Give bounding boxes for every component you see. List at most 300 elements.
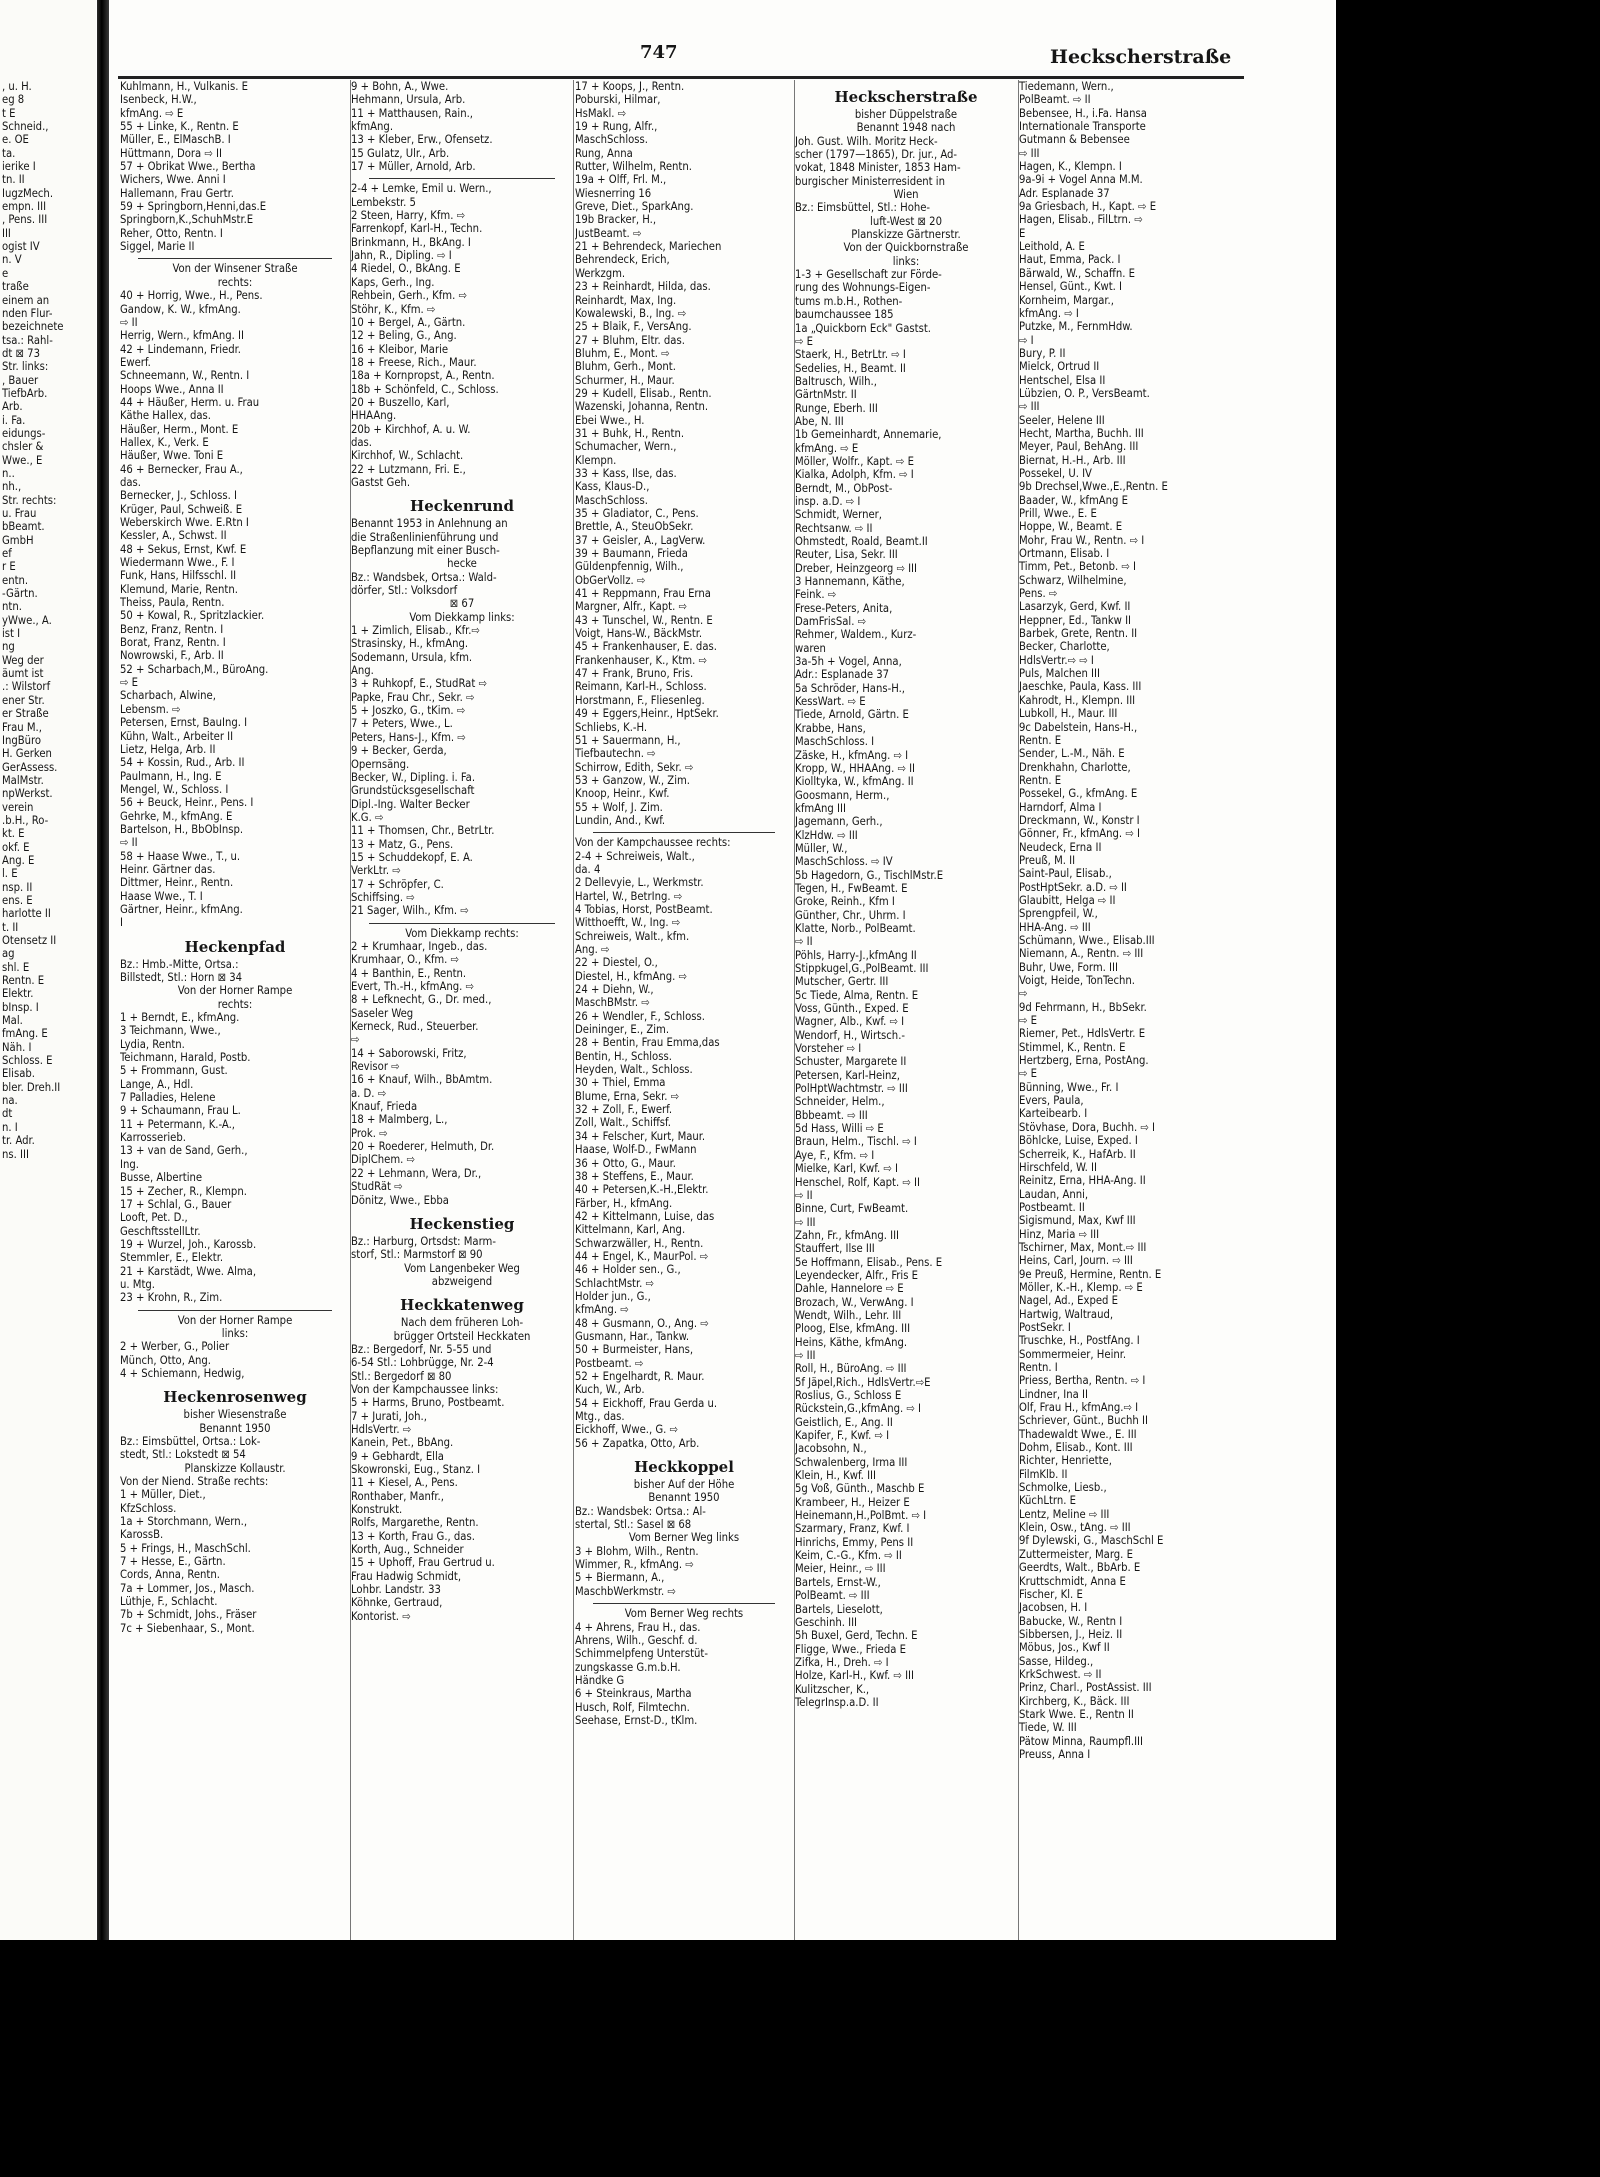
section-separator [369, 178, 555, 179]
stub-column [2, 80, 94, 1940]
directory-line: 56 + Beuck, Heinr., Pens. I [120, 796, 254, 810]
directory-line: Hoppe, W., Beamt. E [1019, 520, 1123, 534]
directory-line: 53 + Ganzow, W., Zim. [575, 773, 690, 787]
directory-line: MaschSchloss. [575, 133, 648, 147]
directory-line: tums m.b.H., Rothen- [795, 294, 903, 308]
street-note: Von der Winsener Straße [172, 262, 298, 276]
directory-line: Funk, Hans, Hilfsschl. II [120, 569, 237, 583]
directory-line: na. [2, 1094, 18, 1108]
street-note: rechts: [217, 275, 253, 289]
directory-line: 55 + Wolf, J. Zim. [575, 800, 663, 814]
directory-line: 5e Hoffmann, Elisab., Pens. E [795, 1255, 943, 1269]
directory-line: Händke G [575, 1673, 625, 1687]
directory-line: Bz.: Harburg, Ortsdst: Marm- [351, 1234, 496, 1248]
directory-line: ⇨ E [120, 676, 138, 690]
directory-line: Drenkhahn, Charlotte, [1019, 760, 1131, 774]
directory-line: Lohbr. Landstr. 33 [351, 1583, 441, 1597]
directory-line: MalMstr. [2, 773, 44, 787]
directory-line: Preuß, M. II [1019, 853, 1076, 867]
directory-line: 50 + Burmeister, Hans, [575, 1343, 694, 1357]
directory-line: stedt, Stl.: Lokstedt ⊠ 54 [120, 1448, 246, 1462]
directory-line: Billstedt, Stl.: Horn ⊠ 34 [120, 971, 242, 984]
directory-line: Lüthje, F., Schlacht. [120, 1595, 218, 1609]
directory-line: Scharbach, Alwine, [120, 689, 216, 703]
directory-line: Hirschfeld, W. II [1019, 1160, 1097, 1174]
directory-line: Adr. Esplanade 37 [1019, 186, 1110, 200]
directory-line: ens. E [2, 893, 33, 907]
directory-line: 11 + Thomsen, Chr., BetrLtr. [351, 824, 495, 838]
directory-line: Kropp, W., HHAAng. ⇨ II [795, 761, 916, 775]
directory-line: Rehmer, Waldem., Kurz- [795, 628, 917, 642]
directory-line: Abe, N. III [795, 414, 844, 428]
directory-line: Berndt, M., ObPost- [795, 481, 893, 495]
header-rule [118, 76, 1244, 79]
directory-line: MaschSchloss. I [795, 735, 875, 749]
running-title: Heckscherstraße [1050, 46, 1232, 68]
directory-line: Ahrens, Wilh., Geschf. d. [575, 1633, 698, 1647]
street-heading: Heckscherstraße [834, 88, 978, 106]
directory-line: 32 + Zoll, F., Ewerf. [575, 1103, 673, 1117]
directory-line: Heinr. Gärtner das. [120, 862, 216, 876]
page-number: 747 [640, 42, 678, 63]
street-note: Wien [893, 188, 919, 202]
directory-line: Goosmann, Herm., [795, 788, 890, 802]
directory-line: Zuttermeister, Marg. E [1019, 1547, 1133, 1561]
directory-line: KlzHdw. ⇨ III [795, 828, 858, 842]
directory-line: Häußer, Herm., Mont. E [120, 422, 239, 436]
street-note: Benannt 1950 [648, 1491, 720, 1505]
directory-line: 3 Teichmann, Wwe., [120, 1024, 221, 1038]
directory-line: Prill, Wwe., E. E [1019, 507, 1097, 520]
directory-line: Möller, Wolfr., Kapt. ⇨ E [795, 454, 914, 468]
directory-line: 2-4 + Lemke, Emil u. Wern., [351, 182, 492, 196]
directory-line: Geschinh. III [795, 1615, 858, 1629]
directory-line: Kruttschmidt, Anna E [1019, 1574, 1126, 1588]
directory-line: 4 Riedel, O., BkAng. E [351, 262, 461, 276]
directory-line: Heinemann,H.,PolBmt. ⇨ I [795, 1509, 927, 1523]
directory-line: 3a-5h + Vogel, Anna, [795, 655, 902, 669]
directory-line: e [2, 266, 9, 280]
directory-line: eg 8 [2, 93, 25, 107]
directory-line: Knoop, Heinr., Kwf. [575, 787, 670, 801]
column-divider [573, 80, 574, 1940]
directory-line: 28 + Bentin, Frau Emma,das [575, 1036, 720, 1050]
directory-line: dörfer, Stl.: Volksdorf [351, 584, 458, 598]
directory-line: 16 + Knauf, Wilh., BbAmtm. [351, 1073, 493, 1087]
directory-line: Neudeck, Erna II [1019, 840, 1102, 854]
directory-line: Rentn. E [1019, 773, 1062, 787]
directory-line: Elisab. [2, 1067, 35, 1081]
directory-line: Str. links: [2, 360, 49, 374]
directory-line: Rechtsanw. ⇨ II [795, 521, 873, 535]
directory-line: Sasse, Hildeg., [1019, 1654, 1094, 1668]
directory-line: Baltrusch, Wilh., [795, 374, 877, 388]
directory-line: Tiefbautechn. ⇨ [575, 747, 656, 761]
directory-line: Stemmler, E., Elektr. [120, 1251, 224, 1265]
directory-line: Opernsäng. [351, 757, 410, 771]
directory-line: I [120, 916, 123, 930]
directory-line: 43 + Tunschel, W., Rentn. E [575, 613, 713, 627]
street-heading: Heckenstieg [409, 1214, 515, 1233]
directory-line: dt [2, 1107, 13, 1121]
directory-line: -Gärtn. [2, 587, 38, 601]
directory-line: Geistlich, E., Ang. II [795, 1415, 893, 1429]
directory-line: K.G. ⇨ [351, 810, 384, 824]
directory-line: verein [2, 800, 34, 814]
directory-line: 23 + Reinhardt, Hilda, das. [575, 280, 711, 294]
directory-line: Petersen, Ernst, BauIng. I [120, 716, 248, 730]
directory-line: kfmAng. ⇨ [575, 1303, 629, 1317]
directory-line: Farrenkopf, Karl-H., Techn. [351, 222, 483, 236]
directory-line: Köhnke, Gertraud, [351, 1596, 443, 1610]
directory-line: Richter, Henriette, [1019, 1454, 1112, 1468]
street-note: ⊠ 67 [449, 597, 475, 611]
directory-line: Voss, Günth., Exped. E [795, 1002, 909, 1016]
directory-line: Sibbersen, J., Heiz. II [1019, 1627, 1123, 1641]
directory-line: tsa.: Rahl- [2, 333, 53, 347]
directory-line: Frese-Peters, Anita, [795, 601, 893, 615]
directory-line: ierike I [2, 160, 36, 174]
directory-line: Schiffsing. ⇨ [351, 890, 415, 904]
street-note: Vom Berner Weg rechts [624, 1607, 744, 1621]
directory-line: 15 + Schuddekopf, E. A. [351, 850, 473, 864]
directory-line: Stl.: Bergedorf ⊠ 80 [351, 1369, 452, 1383]
directory-line: Looft, Pet. D., [120, 1211, 188, 1225]
directory-line: Schneider, Helm., [795, 1095, 885, 1109]
directory-line: 9 + Gebhardt, Ella [351, 1449, 444, 1463]
directory-line: Schurmer, H., Maur. [575, 373, 675, 387]
directory-line: Barbek, Grete, Rentn. II [1019, 627, 1138, 641]
directory-line: Sodemann, Ursula, kfm. [351, 650, 473, 664]
directory-line: Mutscher, Gertr. III [795, 975, 889, 989]
column-4 [795, 80, 1017, 1945]
directory-line: Bepflanzung mit einer Busch- [351, 544, 500, 557]
directory-line: Kaps, Gerh., Ing. [351, 275, 435, 289]
directory-line: ta. [2, 146, 16, 160]
directory-line: äumt ist [2, 667, 44, 681]
directory-line: Karteibearb. I [1019, 1107, 1088, 1121]
directory-line: Niemann, A., Rentn. ⇨ III [1019, 947, 1144, 961]
directory-line: TiefbArb. [2, 386, 48, 400]
directory-line: 30 + Thiel, Emma [575, 1076, 666, 1090]
directory-line: Schwarz, Wilhelmine, [1019, 573, 1127, 587]
scan-border-bottom [0, 1940, 1336, 2177]
directory-line: baumchaussee 185 [795, 308, 894, 322]
directory-line: Bury, P. II [1019, 346, 1066, 360]
section-separator [593, 1603, 775, 1604]
previous-page-fragment [0, 0, 96, 1940]
directory-line: kfmAng. ⇨ E [795, 441, 859, 455]
directory-line: DiplChem. ⇨ [351, 1153, 415, 1167]
directory-line: Näh. I [2, 1040, 32, 1054]
directory-line: ener Str. [2, 693, 45, 707]
directory-line: entn. [2, 573, 29, 587]
directory-line: ⇨ E [1019, 1067, 1037, 1081]
directory-line: Kornheim, Margar., [1019, 293, 1114, 307]
directory-line: Hagen, K., Klempn. I [1019, 160, 1122, 174]
directory-line: GärtnMstr. II [795, 388, 857, 402]
directory-line: t. II [2, 920, 19, 934]
directory-line: Busse, Albertine [120, 1171, 203, 1185]
directory-line: 13 + van de Sand, Gerh., [120, 1144, 248, 1158]
directory-line: DamFrisSal. ⇨ [795, 615, 867, 629]
directory-line: MaschSchloss. [575, 493, 648, 507]
directory-line: 44 + Engel, K., MaurPol. ⇨ [575, 1249, 709, 1263]
directory-line: Stauffert, Ilse III [795, 1242, 875, 1256]
directory-line: Bluhm, E., Mont. ⇨ [575, 346, 670, 360]
directory-line: 56 + Zapatka, Otto, Arb. [575, 1436, 700, 1450]
directory-line: 51 + Sauermann, H., [575, 733, 681, 747]
directory-line: 1a „Quickborn Eck" Gastst. [795, 321, 931, 335]
directory-line: Gandow, K. W., kfmAng. [120, 302, 241, 316]
directory-line: Sedelies, H., Beamt. II [795, 361, 906, 375]
directory-line: Reher, Otto, Rentn. I [120, 226, 223, 240]
directory-line: HHAAng. [351, 409, 397, 423]
directory-line: Possekel, U. IV [1019, 466, 1092, 480]
directory-line: Stippkugel,G.,PolBeamt. III [795, 962, 929, 975]
directory-line: Grundstücksgesellschaft [351, 784, 475, 798]
directory-line: ⇨ II [120, 836, 138, 850]
directory-line: Klein, Osw., tAng. ⇨ III [1019, 1521, 1131, 1535]
directory-line: Klempn. [575, 453, 617, 467]
directory-line: Wiedermann Wwe., F. I [120, 556, 235, 570]
directory-line: Dreber, Heinzgeorg ⇨ III [795, 561, 917, 575]
directory-line: tr. Adr. [2, 1134, 35, 1148]
directory-line: Böhlcke, Luise, Exped. I [1019, 1134, 1138, 1148]
directory-line: 37 + Geisler, A., LagVerw. [575, 533, 706, 547]
directory-line: da. 4 [575, 862, 601, 876]
directory-line: FilmKlb. II [1019, 1467, 1068, 1481]
directory-line: Kessler, A., Schwst. II [120, 529, 227, 543]
directory-line: Tegen, H., FwBeamt. E [795, 881, 908, 895]
directory-line: Rung, Anna [575, 146, 633, 160]
directory-line: Lentz, Meline ⇨ III [1019, 1507, 1110, 1521]
directory-line: Deininger, E., Zim. [575, 1023, 670, 1037]
street-note: Vom Berner Weg links [628, 1531, 740, 1545]
directory-line: Dohm, Elisab., Kont. III [1019, 1441, 1133, 1455]
directory-line: Reinhardt, Max, Ing. [575, 293, 677, 307]
directory-line: Hoops Wwe., Anna II [120, 382, 224, 396]
directory-line: Teichmann, Harald, Postb. [120, 1051, 251, 1065]
directory-line: 20 + Buszello, Karl, [351, 395, 450, 409]
directory-line: Hentschel, Elsa II [1019, 373, 1106, 387]
directory-line: 11 + Kiesel, A., Pens. [351, 1476, 458, 1490]
directory-line: Lydia, Rentn. [120, 1037, 185, 1051]
directory-line: , u. H. [2, 80, 32, 93]
directory-line: Lubkoll, H., Maur. III [1019, 707, 1118, 721]
directory-line: 4 + Schiemann, Hedwig, [120, 1366, 245, 1380]
directory-line: 50 + Kowal, R., Spritzlackier. [120, 609, 265, 623]
directory-line: 21 Sager, Wilh., Kfm. ⇨ [351, 904, 469, 918]
directory-line: KessWart. ⇨ E [795, 695, 866, 709]
directory-line: Strasinsky, H., kfmAng. [351, 637, 469, 651]
street-note: bisher Düppelstraße [854, 108, 958, 121]
directory-line: r E [2, 560, 16, 574]
directory-line: Voigt, Hans-W., BäckMstr. [575, 627, 703, 641]
directory-line: Str. rechts: [2, 493, 57, 507]
directory-line: 31 + Buhk, H., Rentn. [575, 426, 685, 440]
directory-line: 34 + Felscher, Kurt, Maur. [575, 1129, 706, 1143]
directory-line: 15 + Uphoff, Frau Gertrud u. [351, 1556, 495, 1570]
directory-line: Preuss, Anna I [1019, 1747, 1091, 1761]
directory-line: 27 + Bluhm, Eltr. das. [575, 333, 685, 347]
directory-line: Papke, Frau Chr., Sekr. ⇨ [351, 690, 475, 704]
street-note: Vom Diekkamp links: [409, 610, 515, 624]
directory-line: Brozach, W., VerwAng. I [795, 1295, 914, 1309]
directory-line: Reuter, Lisa, Sekr. III [795, 548, 898, 562]
directory-line: 9 + Bohn, A., Wwe. [351, 80, 449, 93]
directory-line: Peters, Hans-J., Kfm. ⇨ [351, 730, 466, 744]
directory-line: 6 + Steinkraus, Martha [575, 1687, 692, 1701]
directory-line: , Bauer [2, 373, 39, 387]
directory-line: 19 + Rung, Alfr., [575, 120, 658, 134]
directory-line: Nagel, Ad., Exped E [1019, 1294, 1118, 1308]
directory-line: 48 + Gusmann, O., Ang. ⇨ [575, 1316, 709, 1330]
directory-line: l. E [2, 867, 18, 881]
directory-line: Bünning, Wwe., Fr. I [1019, 1080, 1119, 1094]
directory-line: Sommermeier, Heinr. [1019, 1347, 1127, 1361]
directory-line: Kirchhof, W., Schlacht. [351, 449, 464, 463]
directory-line: 2 Dellevyie, L., Werkmstr. [575, 876, 704, 890]
directory-line: Kittelmann, Karl, Ang. [575, 1223, 686, 1237]
directory-line: bInsp. I [2, 1000, 39, 1014]
directory-line: das. [351, 435, 372, 449]
directory-line: bler. Dreh.II [2, 1080, 61, 1094]
directory-line: fmAng. E [2, 1027, 48, 1041]
directory-line: 9d Fehrmann, H., BbSekr. [1019, 1000, 1147, 1014]
scan-border-right [1336, 0, 1600, 2177]
directory-line: Heppner, Ed., Tankw II [1019, 613, 1132, 627]
directory-line: Dittmer, Heinr., Rentn. [120, 876, 234, 890]
directory-line: Kontorist. ⇨ [351, 1609, 411, 1623]
directory-line: 15 + Zecher, R., Klempn. [120, 1184, 247, 1198]
directory-line: JustBeamt. ⇨ [575, 226, 642, 240]
directory-line: Kerneck, Rud., Steuerber. [351, 1020, 479, 1034]
directory-line: Sprengpfeil, W., [1019, 907, 1098, 921]
directory-line: kfmAng. ⇨ I [1019, 306, 1079, 320]
directory-line: Hallex, K., Verk. E [120, 435, 209, 449]
directory-line: Feink. ⇨ [795, 588, 837, 602]
directory-line: npWerkst. [2, 787, 53, 801]
directory-line: 13 + Korth, Frau G., das. [351, 1529, 475, 1543]
directory-line: Jacobsohn, N., [795, 1442, 867, 1456]
directory-line: Pöhls, Harry-J.,kfmAng II [795, 948, 917, 962]
directory-line: Tiedemann, Wern., [1019, 80, 1114, 93]
directory-line: 13 + Matz, G., Pens. [351, 837, 454, 851]
directory-line: Pens. ⇨ [1019, 587, 1058, 601]
directory-line: Brettle, A., SteuObSekr. [575, 520, 694, 534]
directory-line: VerkLtr. ⇨ [351, 864, 401, 878]
directory-line: PolHptWachtmstr. ⇨ III [795, 1082, 908, 1096]
directory-line: Müller, E., ElMaschB. I [120, 133, 231, 147]
directory-line: Elektr. [2, 987, 34, 1001]
directory-line: 46 + Bernecker, Frau A., [120, 462, 243, 476]
directory-line: Bz.: Hmb.-Mitte, Ortsa.: [120, 957, 239, 971]
directory-line: Hinrichs, Emmy, Pens II [795, 1535, 914, 1549]
directory-line: Eickhoff, Wwe., G. ⇨ [575, 1423, 678, 1437]
directory-line: Skowronski, Eug., Stanz. I [351, 1463, 481, 1476]
directory-line: ⇨ III [795, 1215, 816, 1229]
directory-line: 3 + Blohm, Wilh., Rentn. [575, 1544, 699, 1558]
directory-line: Glaubitt, Helga ⇨ II [1019, 893, 1116, 907]
directory-line: Mengel, W., Schloss. I [120, 782, 229, 796]
directory-line: Olf, Frau H., kfmAng.⇨ I [1019, 1401, 1139, 1415]
directory-line: Reimann, Karl-H., Schloss. [575, 680, 707, 694]
directory-line: Postbeamt. ⇨ [575, 1356, 644, 1370]
directory-line: Seeler, Helene III [1019, 413, 1105, 427]
street-note: bisher Auf der Höhe [633, 1478, 735, 1492]
directory-line: Dönitz, Wwe., Ebba [351, 1193, 449, 1207]
directory-line: 19 + Wurzel, Joh., Karossb. [120, 1237, 257, 1251]
directory-line: 16 + Kleibor, Marie [351, 342, 449, 356]
directory-line: Vorsteher ⇨ I [795, 1042, 862, 1056]
directory-line: Saseler Weg [351, 1006, 414, 1020]
column-5 [1019, 80, 1242, 1945]
directory-line: Behrendeck, Erich, [575, 253, 670, 267]
directory-line: PostHptSekr. a.D. ⇨ II [1019, 880, 1127, 894]
directory-line: Tschirner, Max, Mont.⇨ III [1019, 1240, 1147, 1254]
directory-line: Schliebs, K.-H. [575, 720, 648, 734]
directory-line: 13 + Kleber, Erw., Ofensetz. [351, 133, 493, 147]
directory-line: n. I [2, 1120, 18, 1134]
directory-line: n.. [2, 466, 15, 480]
directory-line: Lange, A., Hdl. [120, 1077, 194, 1091]
directory-line: Scherreik, K., HafArb. II [1019, 1147, 1136, 1161]
directory-line: er Straße [2, 707, 49, 721]
directory-line: Putzke, M., FernmHdw. [1019, 320, 1133, 334]
directory-line: Bz.: Eimsbüttel, Ortsa.: Lok- [120, 1435, 261, 1448]
directory-line: PolBeamt. ⇨ II [1019, 93, 1091, 107]
directory-line: Gehrke, M., kfmAng. E [120, 809, 233, 823]
directory-line: 55 + Linke, K., Rentn. E [120, 120, 239, 134]
directory-line: Mielck, Ortrud II [1019, 360, 1100, 374]
directory-line: 46 + Holder sen., G., [575, 1263, 681, 1277]
directory-line: Priess, Bertha, Rentn. ⇨ I [1019, 1374, 1146, 1388]
street-note: Benannt 1950 [199, 1421, 271, 1435]
street-note: brügger Ortsteil Heckkaten [393, 1329, 531, 1343]
directory-line: Staerk, H., BetrLtr. ⇨ I [795, 348, 906, 362]
directory-line: Zäske, H., kfmAng. ⇨ I [795, 748, 909, 762]
directory-line: 23 + Krohn, R., Zim. [120, 1291, 223, 1305]
directory-line: Hartwig, Waltraud, [1019, 1307, 1114, 1321]
directory-line: 4 + Ahrens, Frau H., das. [575, 1620, 701, 1634]
directory-line: 7 + Peters, Wwe., L. [351, 717, 453, 731]
street-note: luft-West ⊠ 20 [870, 214, 942, 228]
directory-line: Klemund, Marie, Rentn. [120, 582, 238, 596]
directory-line: Keim, C.-G., Kfm. ⇨ II [795, 1549, 902, 1563]
directory-line: ist I [2, 627, 21, 641]
directory-line: empn. III [2, 200, 47, 214]
directory-line: 44 + Häußer, Herm. u. Frau [120, 395, 260, 409]
directory-line: u. Mtg. [120, 1277, 155, 1291]
directory-line: Lundin, And., Kwf. [575, 813, 666, 827]
directory-line: Fligge, Wwe., Frieda E [795, 1642, 906, 1656]
directory-line: Sender, L.-M., Näh. E [1019, 747, 1125, 761]
directory-line: KfzSchloss. [120, 1501, 177, 1515]
directory-line: Becker, Charlotte, [1019, 640, 1110, 654]
directory-line: Kanein, Pet., BbAng. [351, 1436, 454, 1450]
directory-line: ObGerVollz. ⇨ [575, 573, 646, 587]
directory-line: Gönner, Fr., kfmAng. ⇨ I [1019, 827, 1140, 841]
directory-line: Blume, Erna, Sekr. ⇨ [575, 1089, 680, 1103]
directory-line: Wagner, Alb., Kwf. ⇨ I [795, 1015, 905, 1029]
directory-line: 20b + Kirchhof, A. u. W. [351, 422, 471, 436]
directory-line: kfmAng III [795, 801, 846, 815]
directory-line: Leyendecker, Alfr., Fris E [795, 1268, 919, 1282]
directory-line: Klatte, Norb., PolBeamt. [795, 921, 916, 935]
directory-line: Hehmann, Ursula, Arb. [351, 93, 466, 107]
directory-line: 52 + Engelhardt, R. Maur. [575, 1370, 705, 1383]
